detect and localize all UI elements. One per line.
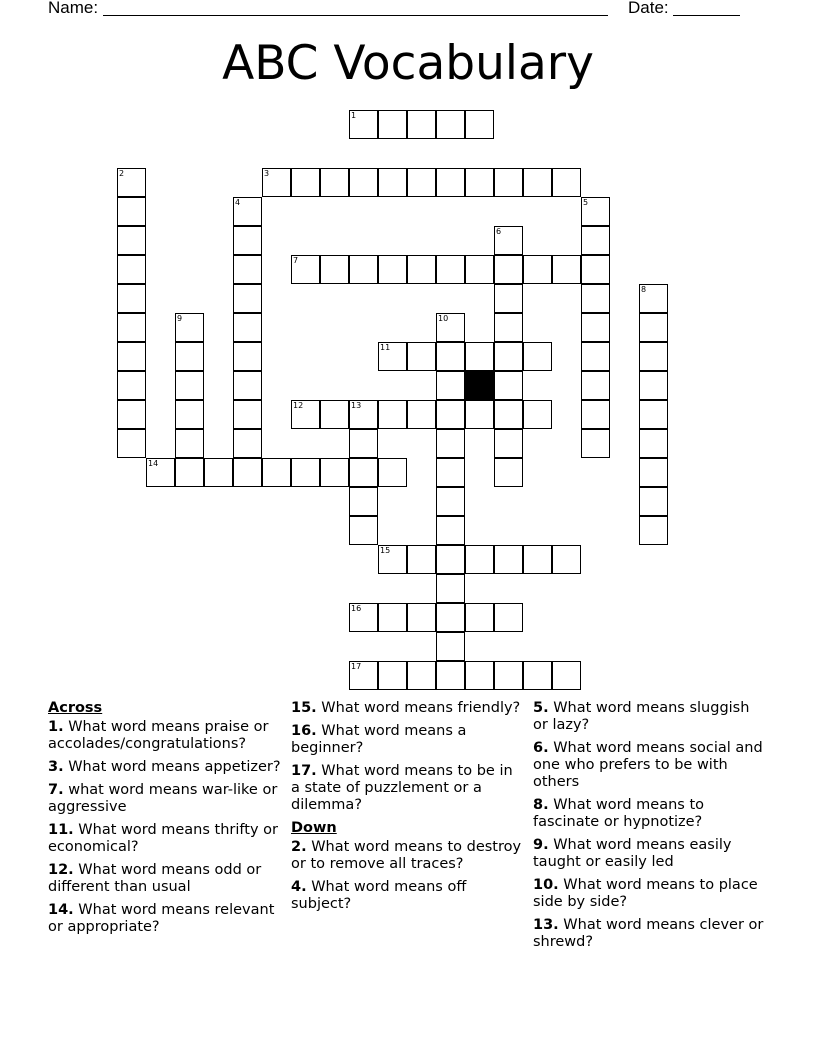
grid-cell[interactable]: [523, 342, 552, 371]
clue-item: [533, 877, 768, 911]
across-heading: Across: [48, 700, 103, 716]
grid-cell[interactable]: [436, 168, 465, 197]
grid-cell[interactable]: [436, 313, 465, 342]
grid-cell[interactable]: [378, 458, 407, 487]
clue-text: What word means easily taught or easily led: [533, 837, 732, 870]
across-clue-list: [48, 719, 283, 936]
down-heading: Down: [291, 820, 337, 836]
down-clue-list-cont: [533, 700, 768, 951]
grid-cell[interactable]: [407, 110, 436, 139]
clue-number: 4.: [291, 879, 307, 895]
grid-cell[interactable]: [175, 429, 204, 458]
cell-number: 7: [293, 256, 299, 265]
grid-cell[interactable]: [581, 429, 610, 458]
grid-cell[interactable]: [262, 458, 291, 487]
cell-number: 6: [496, 227, 502, 236]
clue-number: 16.: [291, 723, 317, 739]
grid-cell[interactable]: [436, 371, 465, 400]
grid-cell[interactable]: [349, 110, 378, 139]
grid-cell[interactable]: [320, 255, 349, 284]
cell-number: 9: [177, 314, 183, 323]
grid-cell[interactable]: [639, 342, 668, 371]
grid-cell[interactable]: [349, 661, 378, 690]
grid-cell[interactable]: [581, 284, 610, 313]
grid-cell[interactable]: [378, 110, 407, 139]
grid-cell[interactable]: [465, 603, 494, 632]
clue-text: What word means thrifty or economical?: [48, 822, 278, 855]
grid-cell[interactable]: [320, 400, 349, 429]
grid-cell[interactable]: [291, 255, 320, 284]
grid-cell[interactable]: [291, 168, 320, 197]
grid-cell[interactable]: [436, 516, 465, 545]
clue-text: What word means social and one who prefers to be with others: [533, 740, 763, 790]
grid-cell[interactable]: [436, 400, 465, 429]
cell-number: 3: [264, 169, 270, 178]
clue-item: [533, 837, 768, 871]
clue-item: [533, 797, 768, 831]
clue-number: 7.: [48, 782, 64, 798]
clue-item: [533, 917, 768, 951]
grid-cell[interactable]: [349, 400, 378, 429]
grid-cell[interactable]: [639, 458, 668, 487]
grid-cell[interactable]: [407, 661, 436, 690]
grid-cell[interactable]: [233, 458, 262, 487]
clue-number: 1.: [48, 719, 64, 735]
grid-cell[interactable]: [494, 458, 523, 487]
clue-text: What word means appetizer?: [63, 759, 281, 775]
clue-number: 2.: [291, 839, 307, 855]
grid-cell[interactable]: [378, 603, 407, 632]
clue-text: What word means to be in a state of puzzlement or a dilemma?: [291, 763, 513, 813]
grid-cell[interactable]: [175, 371, 204, 400]
clue-column-2: [291, 700, 526, 919]
grid-cell[interactable]: [552, 168, 581, 197]
clue-number: 14.: [48, 902, 74, 918]
grid-cell[interactable]: [639, 487, 668, 516]
grid-cell[interactable]: [349, 603, 378, 632]
grid-cell[interactable]: [494, 545, 523, 574]
clue-number: 15.: [291, 700, 317, 716]
clue-number: 12.: [48, 862, 74, 878]
grid-cell[interactable]: [581, 197, 610, 226]
grid-cell[interactable]: [233, 429, 262, 458]
grid-cell[interactable]: [175, 458, 204, 487]
clue-text: What word means odd or different than usual: [48, 862, 262, 895]
grid-cell[interactable]: [291, 400, 320, 429]
grid-cell[interactable]: [117, 284, 146, 313]
cell-number: 14: [148, 459, 159, 468]
grid-cell[interactable]: [117, 226, 146, 255]
grid-cell[interactable]: [436, 110, 465, 139]
grid-cell[interactable]: [552, 255, 581, 284]
grid-cell[interactable]: [436, 342, 465, 371]
clue-number: 8.: [533, 797, 549, 813]
grid-cell[interactable]: [320, 168, 349, 197]
grid-cell[interactable]: [117, 400, 146, 429]
grid-cell[interactable]: [639, 516, 668, 545]
grid-cell[interactable]: [494, 400, 523, 429]
grid-cell[interactable]: [494, 429, 523, 458]
grid-cell[interactable]: [233, 313, 262, 342]
clue-text: What word means off subject?: [291, 879, 467, 912]
clue-item: [291, 839, 526, 873]
grid-cell[interactable]: [523, 168, 552, 197]
cell-number: 15: [380, 546, 391, 555]
grid-cell[interactable]: [494, 661, 523, 690]
grid-cell[interactable]: [581, 400, 610, 429]
grid-cell[interactable]: [436, 255, 465, 284]
grid-cell[interactable]: [233, 226, 262, 255]
grid-cell[interactable]: [581, 342, 610, 371]
grid-cell[interactable]: [465, 342, 494, 371]
grid-cell[interactable]: [175, 313, 204, 342]
grid-cell[interactable]: [233, 400, 262, 429]
grid-cell[interactable]: [378, 400, 407, 429]
cell-number: 13: [351, 401, 362, 410]
date-label: Date:: [628, 0, 669, 17]
grid-cell[interactable]: [436, 487, 465, 516]
clue-number: 11.: [48, 822, 74, 838]
grid-cell[interactable]: [581, 255, 610, 284]
clue-item: [48, 759, 283, 776]
clue-number: 3.: [48, 759, 64, 775]
grid-cell[interactable]: [378, 255, 407, 284]
grid-cell[interactable]: [552, 545, 581, 574]
grid-cell[interactable]: [436, 429, 465, 458]
grid-cell[interactable]: [233, 284, 262, 313]
grid-cell[interactable]: [436, 458, 465, 487]
page-title: ABC Vocabulary: [222, 36, 594, 91]
clue-number: 17.: [291, 763, 317, 779]
grid-cell[interactable]: [639, 400, 668, 429]
grid-cell[interactable]: [494, 371, 523, 400]
grid-cell[interactable]: [494, 255, 523, 284]
clue-item: [48, 902, 283, 936]
grid-cell[interactable]: [378, 342, 407, 371]
clue-text: What word means sluggish or lazy?: [533, 700, 750, 733]
clue-number: 9.: [533, 837, 549, 853]
grid-cell[interactable]: [436, 661, 465, 690]
grid-cell[interactable]: [639, 313, 668, 342]
clue-text: What word means friendly?: [316, 700, 521, 716]
clue-item: [291, 700, 526, 717]
cell-number: 11: [380, 343, 391, 352]
grid-cell[interactable]: [494, 226, 523, 255]
clue-text: What word means relevant or appropriate?: [48, 902, 275, 935]
grid-cell[interactable]: [407, 545, 436, 574]
clue-text: What word means a beginner?: [291, 723, 467, 756]
clue-item: [291, 723, 526, 757]
grid-cell[interactable]: [117, 197, 146, 226]
grid-cell[interactable]: [465, 255, 494, 284]
clue-text: What word means to destroy or to remove all traces?: [291, 839, 522, 872]
grid-cell[interactable]: [233, 197, 262, 226]
clue-number: 6.: [533, 740, 549, 756]
grid-cell[interactable]: [407, 342, 436, 371]
grid-cell[interactable]: [233, 342, 262, 371]
shaded-cell: [465, 371, 494, 400]
grid-cell[interactable]: [436, 603, 465, 632]
grid-cell[interactable]: [117, 371, 146, 400]
grid-cell[interactable]: [349, 255, 378, 284]
grid-cell[interactable]: [320, 458, 349, 487]
grid-cell[interactable]: [175, 342, 204, 371]
cell-number: 4: [235, 198, 241, 207]
clue-text: What word means to place side by side?: [533, 877, 758, 910]
grid-cell[interactable]: [349, 487, 378, 516]
grid-cell[interactable]: [378, 545, 407, 574]
cell-number: 2: [119, 169, 125, 178]
grid-cell[interactable]: [639, 371, 668, 400]
across-clue-list-cont: [291, 700, 526, 814]
clue-text: what word means war-like or aggressive: [48, 782, 278, 815]
grid-cell[interactable]: [233, 371, 262, 400]
clue-text: What word means clever or shrewd?: [533, 917, 764, 950]
clue-number: 10.: [533, 877, 559, 893]
grid-cell[interactable]: [436, 632, 465, 661]
grid-cell[interactable]: [494, 342, 523, 371]
clue-item: [48, 822, 283, 856]
grid-cell[interactable]: [494, 313, 523, 342]
clue-text: What word means praise or accolades/congratulations?: [48, 719, 269, 752]
grid-cell[interactable]: [117, 255, 146, 284]
grid-cell[interactable]: [581, 313, 610, 342]
grid-cell[interactable]: [407, 603, 436, 632]
name-label: Name:: [48, 0, 99, 17]
clue-item: [48, 719, 283, 753]
grid-cell[interactable]: [117, 342, 146, 371]
grid-cell[interactable]: [378, 661, 407, 690]
grid-cell[interactable]: [465, 661, 494, 690]
clue-item: [291, 763, 526, 814]
grid-cell[interactable]: [465, 400, 494, 429]
cell-number: 16: [351, 604, 362, 613]
clue-item: [48, 862, 283, 896]
grid-cell[interactable]: [117, 168, 146, 197]
grid-cell[interactable]: [262, 168, 291, 197]
grid-cell[interactable]: [204, 458, 233, 487]
grid-cell[interactable]: [436, 545, 465, 574]
cell-number: 1: [351, 111, 357, 120]
grid-cell[interactable]: [349, 429, 378, 458]
grid-cell[interactable]: [291, 458, 320, 487]
grid-cell[interactable]: [494, 284, 523, 313]
cell-number: 5: [583, 198, 589, 207]
clues-section: [0, 700, 816, 1000]
grid-cell[interactable]: [465, 168, 494, 197]
grid-cell[interactable]: [639, 284, 668, 313]
clue-item: [533, 700, 768, 734]
grid-cell[interactable]: [117, 313, 146, 342]
grid-cell[interactable]: [146, 458, 175, 487]
grid-cell[interactable]: [465, 110, 494, 139]
grid-cell[interactable]: [523, 400, 552, 429]
grid-cell[interactable]: [494, 168, 523, 197]
grid-cell[interactable]: [407, 400, 436, 429]
grid-cell[interactable]: [175, 400, 204, 429]
grid-cell[interactable]: [349, 168, 378, 197]
grid-cell[interactable]: [523, 661, 552, 690]
down-clue-list: [291, 839, 526, 913]
clue-item: [291, 879, 526, 913]
clue-column-3: [533, 700, 768, 957]
grid-cell[interactable]: [523, 255, 552, 284]
grid-cell[interactable]: [378, 168, 407, 197]
grid-cell[interactable]: [581, 371, 610, 400]
clue-item: [533, 740, 768, 791]
clue-item: [48, 782, 283, 816]
grid-cell[interactable]: [494, 603, 523, 632]
cell-number: 12: [293, 401, 304, 410]
grid-cell[interactable]: [436, 574, 465, 603]
grid-cell[interactable]: [407, 255, 436, 284]
grid-cell[interactable]: [407, 168, 436, 197]
clue-column-1: [48, 700, 283, 942]
grid-cell[interactable]: [552, 661, 581, 690]
cell-number: 17: [351, 662, 362, 671]
grid-cell[interactable]: [581, 226, 610, 255]
clue-number: 13.: [533, 917, 559, 933]
grid-cell[interactable]: [639, 429, 668, 458]
cell-number: 10: [438, 314, 449, 323]
grid-cell[interactable]: [117, 429, 146, 458]
grid-cell[interactable]: [465, 545, 494, 574]
grid-cell[interactable]: [349, 458, 378, 487]
grid-cell[interactable]: [233, 255, 262, 284]
cell-number: 8: [641, 285, 647, 294]
grid-cell[interactable]: [349, 516, 378, 545]
clue-text: What word means to fascinate or hypnotize?: [533, 797, 705, 830]
grid-cell[interactable]: [523, 545, 552, 574]
clue-number: 5.: [533, 700, 549, 716]
